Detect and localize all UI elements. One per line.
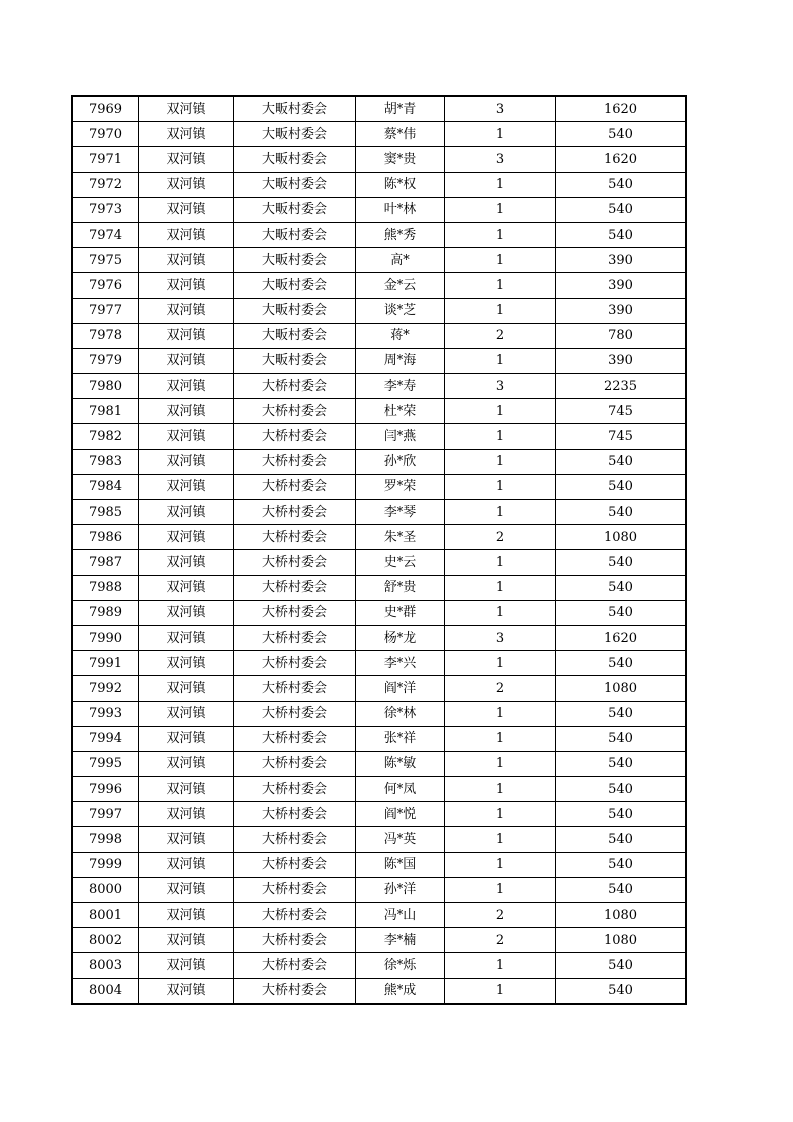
cell-amount: 540	[556, 575, 686, 600]
cell-town: 双河镇	[139, 399, 234, 424]
cell-village-committee: 大桥村委会	[234, 701, 356, 726]
table-row	[73, 147, 686, 172]
table-row	[73, 903, 686, 928]
cell-village-committee: 大桥村委会	[234, 877, 356, 902]
cell-amount: 540	[556, 651, 686, 676]
cell-serial-number: 7977	[73, 298, 139, 323]
table-row	[73, 248, 686, 273]
cell-town: 双河镇	[139, 122, 234, 147]
cell-town: 双河镇	[139, 97, 234, 122]
cell-village-committee: 大桥村委会	[234, 651, 356, 676]
cell-count: 2	[445, 525, 556, 550]
cell-town: 双河镇	[139, 676, 234, 701]
cell-count: 2	[445, 323, 556, 348]
cell-count: 3	[445, 97, 556, 122]
cell-amount: 540	[556, 222, 686, 247]
cell-name: 李*寿	[356, 374, 445, 399]
cell-town: 双河镇	[139, 525, 234, 550]
table-row	[73, 953, 686, 978]
cell-name: 杨*龙	[356, 625, 445, 650]
table-row	[73, 273, 686, 298]
table-row	[73, 676, 686, 701]
cell-name: 冯*英	[356, 827, 445, 852]
cell-village-committee: 大桥村委会	[234, 676, 356, 701]
cell-amount: 540	[556, 550, 686, 575]
cell-name: 叶*林	[356, 197, 445, 222]
cell-serial-number: 8002	[73, 928, 139, 953]
cell-serial-number: 7986	[73, 525, 139, 550]
cell-serial-number: 8003	[73, 953, 139, 978]
table-row	[73, 701, 686, 726]
cell-village-committee: 大畈村委会	[234, 197, 356, 222]
cell-serial-number: 7996	[73, 777, 139, 802]
table-row	[73, 449, 686, 474]
cell-name: 熊*秀	[356, 222, 445, 247]
table-row	[73, 323, 686, 348]
cell-serial-number: 7973	[73, 197, 139, 222]
cell-name: 蒋*	[356, 323, 445, 348]
cell-village-committee: 大畈村委会	[234, 97, 356, 122]
cell-count: 1	[445, 248, 556, 273]
cell-count: 3	[445, 374, 556, 399]
cell-serial-number: 7989	[73, 600, 139, 625]
cell-name: 舒*贵	[356, 575, 445, 600]
cell-name: 史*云	[356, 550, 445, 575]
cell-serial-number: 7981	[73, 399, 139, 424]
cell-serial-number: 8000	[73, 877, 139, 902]
cell-village-committee: 大畈村委会	[234, 172, 356, 197]
table-row	[73, 424, 686, 449]
cell-name: 徐*烁	[356, 953, 445, 978]
cell-village-committee: 大畈村委会	[234, 298, 356, 323]
cell-town: 双河镇	[139, 903, 234, 928]
cell-village-committee: 大桥村委会	[234, 374, 356, 399]
table-container	[72, 96, 686, 1004]
table-row	[73, 474, 686, 499]
cell-town: 双河镇	[139, 147, 234, 172]
cell-town: 双河镇	[139, 802, 234, 827]
cell-count: 1	[445, 449, 556, 474]
cell-amount: 390	[556, 348, 686, 373]
cell-town: 双河镇	[139, 550, 234, 575]
table-row	[73, 348, 686, 373]
cell-name: 徐*林	[356, 701, 445, 726]
cell-town: 双河镇	[139, 701, 234, 726]
table-row	[73, 172, 686, 197]
cell-count: 1	[445, 298, 556, 323]
cell-village-committee: 大桥村委会	[234, 474, 356, 499]
table-row	[73, 827, 686, 852]
cell-name: 熊*成	[356, 978, 445, 1003]
table-row	[73, 726, 686, 751]
cell-name: 李*兴	[356, 651, 445, 676]
cell-serial-number: 7999	[73, 852, 139, 877]
cell-town: 双河镇	[139, 222, 234, 247]
cell-town: 双河镇	[139, 323, 234, 348]
cell-name: 李*楠	[356, 928, 445, 953]
cell-village-committee: 大桥村委会	[234, 575, 356, 600]
table-row	[73, 978, 686, 1003]
cell-count: 1	[445, 827, 556, 852]
cell-serial-number: 8004	[73, 978, 139, 1003]
data-table	[72, 96, 686, 1004]
cell-serial-number: 7988	[73, 575, 139, 600]
cell-name: 张*祥	[356, 726, 445, 751]
cell-name: 杜*荣	[356, 399, 445, 424]
cell-name: 孙*洋	[356, 877, 445, 902]
table-row	[73, 651, 686, 676]
cell-amount: 540	[556, 701, 686, 726]
cell-count: 1	[445, 575, 556, 600]
cell-village-committee: 大桥村委会	[234, 852, 356, 877]
cell-amount: 1080	[556, 676, 686, 701]
cell-amount: 540	[556, 953, 686, 978]
cell-village-committee: 大桥村委会	[234, 449, 356, 474]
cell-count: 1	[445, 273, 556, 298]
cell-amount: 540	[556, 978, 686, 1003]
cell-amount: 540	[556, 751, 686, 776]
cell-village-committee: 大畈村委会	[234, 122, 356, 147]
table-row	[73, 374, 686, 399]
cell-town: 双河镇	[139, 600, 234, 625]
cell-amount: 390	[556, 248, 686, 273]
cell-amount: 2235	[556, 374, 686, 399]
cell-count: 2	[445, 676, 556, 701]
cell-village-committee: 大桥村委会	[234, 399, 356, 424]
cell-amount: 540	[556, 449, 686, 474]
cell-count: 1	[445, 651, 556, 676]
cell-name: 史*群	[356, 600, 445, 625]
cell-town: 双河镇	[139, 273, 234, 298]
cell-name: 李*琴	[356, 500, 445, 525]
cell-amount: 1080	[556, 903, 686, 928]
cell-name: 罗*荣	[356, 474, 445, 499]
cell-count: 1	[445, 726, 556, 751]
table-row	[73, 122, 686, 147]
cell-count: 3	[445, 147, 556, 172]
cell-count: 1	[445, 474, 556, 499]
cell-count: 1	[445, 701, 556, 726]
cell-amount: 745	[556, 399, 686, 424]
cell-village-committee: 大桥村委会	[234, 525, 356, 550]
cell-town: 双河镇	[139, 625, 234, 650]
cell-town: 双河镇	[139, 827, 234, 852]
cell-town: 双河镇	[139, 777, 234, 802]
cell-town: 双河镇	[139, 172, 234, 197]
cell-count: 1	[445, 777, 556, 802]
cell-town: 双河镇	[139, 877, 234, 902]
cell-serial-number: 7980	[73, 374, 139, 399]
cell-town: 双河镇	[139, 424, 234, 449]
cell-amount: 1080	[556, 928, 686, 953]
cell-town: 双河镇	[139, 852, 234, 877]
cell-village-committee: 大桥村委会	[234, 953, 356, 978]
cell-name: 窦*贵	[356, 147, 445, 172]
cell-village-committee: 大桥村委会	[234, 751, 356, 776]
table-body	[73, 97, 686, 1004]
cell-count: 1	[445, 751, 556, 776]
cell-serial-number: 7994	[73, 726, 139, 751]
cell-serial-number: 7982	[73, 424, 139, 449]
table-row	[73, 877, 686, 902]
cell-amount: 540	[556, 777, 686, 802]
cell-town: 双河镇	[139, 374, 234, 399]
cell-count: 1	[445, 550, 556, 575]
cell-village-committee: 大桥村委会	[234, 903, 356, 928]
cell-serial-number: 7975	[73, 248, 139, 273]
table-row	[73, 222, 686, 247]
cell-name: 胡*青	[356, 97, 445, 122]
cell-name: 陈*敏	[356, 751, 445, 776]
table-row	[73, 777, 686, 802]
cell-serial-number: 7978	[73, 323, 139, 348]
cell-count: 2	[445, 903, 556, 928]
table-row	[73, 550, 686, 575]
table-row	[73, 600, 686, 625]
cell-serial-number: 7971	[73, 147, 139, 172]
cell-name: 阎*悦	[356, 802, 445, 827]
cell-town: 双河镇	[139, 751, 234, 776]
table-row	[73, 575, 686, 600]
cell-count: 1	[445, 172, 556, 197]
cell-count: 1	[445, 197, 556, 222]
cell-amount: 540	[556, 500, 686, 525]
cell-serial-number: 7979	[73, 348, 139, 373]
cell-village-committee: 大桥村委会	[234, 802, 356, 827]
cell-amount: 1620	[556, 147, 686, 172]
cell-amount: 1620	[556, 97, 686, 122]
cell-name: 阎*洋	[356, 676, 445, 701]
cell-amount: 540	[556, 802, 686, 827]
cell-serial-number: 7992	[73, 676, 139, 701]
cell-amount: 390	[556, 273, 686, 298]
cell-count: 1	[445, 399, 556, 424]
cell-village-committee: 大畈村委会	[234, 348, 356, 373]
cell-amount: 1620	[556, 625, 686, 650]
cell-count: 1	[445, 424, 556, 449]
cell-amount: 540	[556, 726, 686, 751]
cell-village-committee: 大桥村委会	[234, 625, 356, 650]
cell-town: 双河镇	[139, 726, 234, 751]
cell-count: 2	[445, 928, 556, 953]
cell-amount: 540	[556, 827, 686, 852]
cell-village-committee: 大桥村委会	[234, 827, 356, 852]
cell-count: 1	[445, 802, 556, 827]
cell-name: 冯*山	[356, 903, 445, 928]
table-row	[73, 197, 686, 222]
cell-name: 陈*国	[356, 852, 445, 877]
cell-serial-number: 7990	[73, 625, 139, 650]
cell-serial-number: 7985	[73, 500, 139, 525]
cell-village-committee: 大桥村委会	[234, 550, 356, 575]
cell-name: 朱*圣	[356, 525, 445, 550]
cell-village-committee: 大桥村委会	[234, 424, 356, 449]
cell-name: 蔡*伟	[356, 122, 445, 147]
cell-town: 双河镇	[139, 298, 234, 323]
cell-name: 何*凤	[356, 777, 445, 802]
cell-serial-number: 7991	[73, 651, 139, 676]
table-row	[73, 500, 686, 525]
cell-count: 1	[445, 978, 556, 1003]
cell-amount: 540	[556, 197, 686, 222]
cell-serial-number: 8001	[73, 903, 139, 928]
table-row	[73, 525, 686, 550]
cell-serial-number: 7998	[73, 827, 139, 852]
cell-town: 双河镇	[139, 474, 234, 499]
cell-town: 双河镇	[139, 348, 234, 373]
cell-town: 双河镇	[139, 651, 234, 676]
cell-serial-number: 7970	[73, 122, 139, 147]
table-row	[73, 399, 686, 424]
cell-amount: 540	[556, 600, 686, 625]
cell-count: 1	[445, 222, 556, 247]
cell-serial-number: 7995	[73, 751, 139, 776]
cell-name: 谈*芝	[356, 298, 445, 323]
cell-count: 1	[445, 500, 556, 525]
cell-town: 双河镇	[139, 500, 234, 525]
cell-amount: 780	[556, 323, 686, 348]
cell-name: 高*	[356, 248, 445, 273]
table-row	[73, 852, 686, 877]
cell-amount: 540	[556, 877, 686, 902]
cell-serial-number: 7987	[73, 550, 139, 575]
table-row	[73, 802, 686, 827]
table-row	[73, 625, 686, 650]
cell-serial-number: 7984	[73, 474, 139, 499]
cell-town: 双河镇	[139, 248, 234, 273]
cell-town: 双河镇	[139, 978, 234, 1003]
cell-village-committee: 大桥村委会	[234, 600, 356, 625]
cell-amount: 540	[556, 852, 686, 877]
cell-amount: 745	[556, 424, 686, 449]
cell-town: 双河镇	[139, 449, 234, 474]
cell-name: 闫*燕	[356, 424, 445, 449]
cell-town: 双河镇	[139, 197, 234, 222]
cell-amount: 540	[556, 474, 686, 499]
table-row	[73, 298, 686, 323]
cell-village-committee: 大畈村委会	[234, 273, 356, 298]
cell-name: 孙*欣	[356, 449, 445, 474]
cell-town: 双河镇	[139, 953, 234, 978]
cell-count: 1	[445, 348, 556, 373]
cell-name: 金*云	[356, 273, 445, 298]
cell-town: 双河镇	[139, 575, 234, 600]
cell-serial-number: 7993	[73, 701, 139, 726]
table-row	[73, 751, 686, 776]
cell-serial-number: 7969	[73, 97, 139, 122]
cell-serial-number: 7983	[73, 449, 139, 474]
cell-village-committee: 大畈村委会	[234, 222, 356, 247]
cell-amount: 540	[556, 122, 686, 147]
cell-village-committee: 大桥村委会	[234, 777, 356, 802]
cell-village-committee: 大桥村委会	[234, 978, 356, 1003]
cell-village-committee: 大畈村委会	[234, 323, 356, 348]
cell-town: 双河镇	[139, 928, 234, 953]
cell-village-committee: 大畈村委会	[234, 147, 356, 172]
cell-count: 1	[445, 600, 556, 625]
cell-count: 1	[445, 877, 556, 902]
cell-village-committee: 大桥村委会	[234, 726, 356, 751]
cell-serial-number: 7997	[73, 802, 139, 827]
cell-serial-number: 7972	[73, 172, 139, 197]
cell-amount: 1080	[556, 525, 686, 550]
cell-village-committee: 大桥村委会	[234, 500, 356, 525]
cell-amount: 540	[556, 172, 686, 197]
cell-count: 1	[445, 953, 556, 978]
table-row	[73, 928, 686, 953]
cell-village-committee: 大桥村委会	[234, 928, 356, 953]
cell-count: 1	[445, 122, 556, 147]
cell-serial-number: 7976	[73, 273, 139, 298]
cell-count: 3	[445, 625, 556, 650]
cell-name: 陈*权	[356, 172, 445, 197]
table-row	[73, 97, 686, 122]
cell-serial-number: 7974	[73, 222, 139, 247]
cell-name: 周*海	[356, 348, 445, 373]
cell-amount: 390	[556, 298, 686, 323]
cell-village-committee: 大畈村委会	[234, 248, 356, 273]
cell-count: 1	[445, 852, 556, 877]
